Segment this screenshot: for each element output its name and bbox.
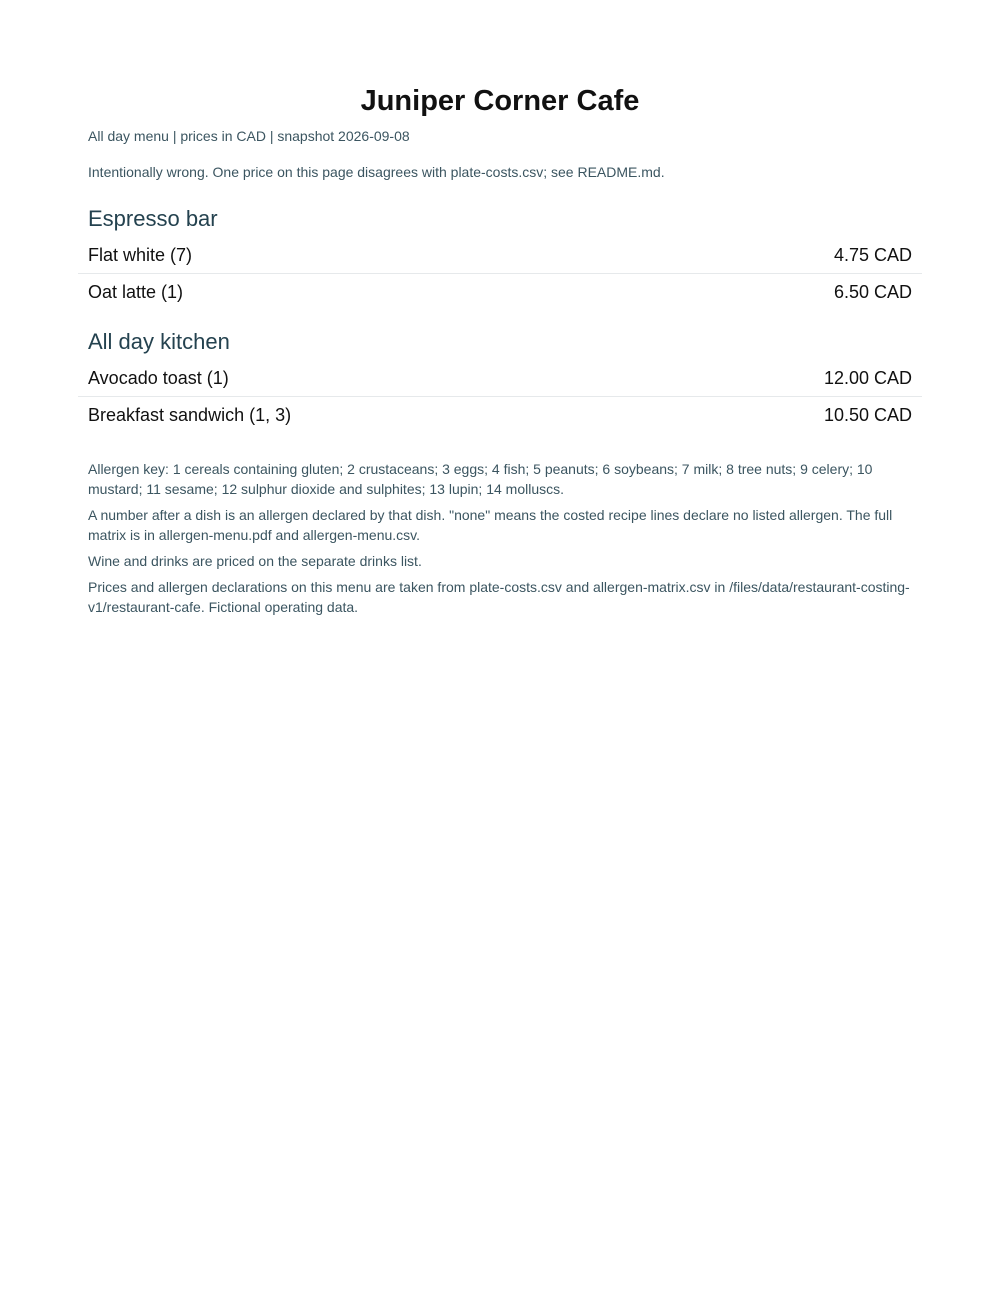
menu-item-price: 12.00 CAD bbox=[823, 367, 912, 388]
menu-subtitle: All day menu | prices in CAD | snapshot 2026-09-08 bbox=[88, 128, 410, 144]
section-all-day-kitchen bbox=[88, 328, 912, 433]
price-notice: Intentionally wrong. One price on this page disagrees with plate-costs.csv; see README.md. bbox=[88, 164, 665, 180]
source-note: Prices and allergen declarations on this menu are taken from plate-costs.csv and allergen-matrix.csv in /files/data/restaurant-costing-v1/restaurant-cafe. Fictional operating data. bbox=[88, 579, 910, 615]
menu-item bbox=[78, 396, 922, 433]
drinks-note: Wine and drinks are priced on the separate drinks list. bbox=[88, 553, 422, 569]
section-heading: Espresso bar bbox=[88, 206, 218, 231]
menu-item-price: 10.50 CAD bbox=[823, 404, 912, 425]
section-espresso-bar bbox=[88, 205, 912, 310]
menu-footer bbox=[88, 459, 912, 617]
menu-item-name: Breakfast sandwich (1, 3) bbox=[88, 404, 292, 425]
menu-item-name: Flat white (7) bbox=[88, 244, 193, 265]
page-title: Juniper Corner Cafe bbox=[360, 85, 640, 117]
menu-item bbox=[78, 237, 922, 273]
allergen-number-note: A number after a dish is an allergen declared by that dish. "none" means the costed recipe lines declare no listed allergen. The full matrix is in allergen-menu.pdf and allergen-menu.csv. bbox=[88, 507, 893, 543]
menu-item-name: Oat latte (1) bbox=[88, 281, 184, 302]
allergen-key: Allergen key: 1 cereals containing gluten; 2 crustaceans; 3 eggs; 4 fish; 5 peanuts; 6 soybeans; 7 milk; 8 tree nuts; 9 celery; 10 mustard; 11 sesame; 12 sulphur dioxide and sulphites; 13 lupin; 14 molluscs. bbox=[88, 461, 873, 497]
section-heading: All day kitchen bbox=[88, 329, 230, 354]
menu-item-name: Avocado toast (1) bbox=[88, 367, 229, 388]
menu-item-price: 4.75 CAD bbox=[833, 244, 912, 265]
menu-item bbox=[78, 360, 922, 396]
menu-item-price: 6.50 CAD bbox=[833, 281, 912, 302]
menu-item bbox=[78, 273, 922, 310]
